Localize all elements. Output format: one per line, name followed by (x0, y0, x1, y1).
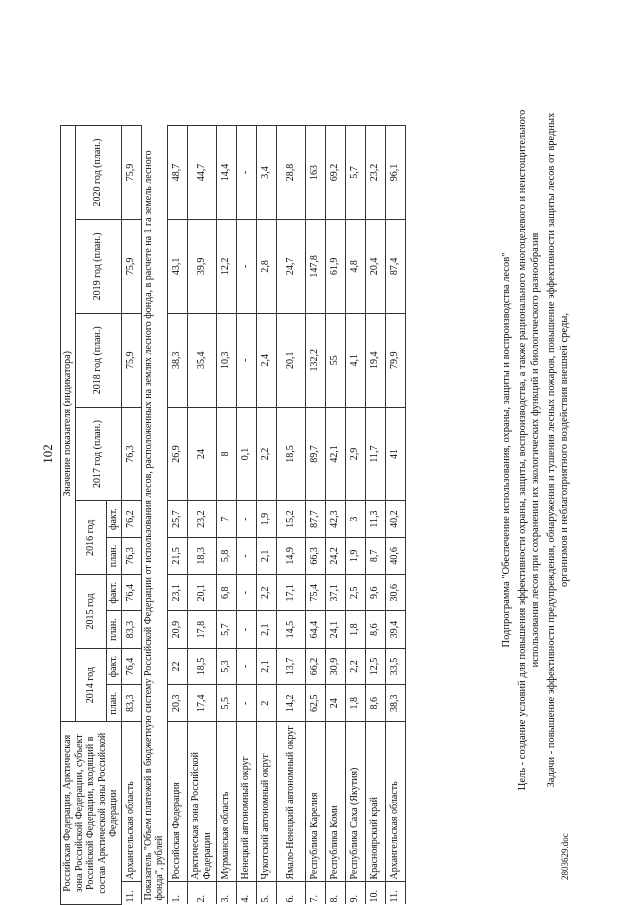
value-cell: 28,8 (276, 126, 305, 220)
value-cell: 23,1 (167, 575, 187, 611)
value-cell: 89,7 (305, 407, 325, 501)
fact-subheader: факт. (107, 648, 122, 684)
value-cell: 24,7 (276, 220, 305, 314)
value-cell: 79,9 (385, 313, 405, 407)
value-cell: - (236, 501, 256, 537)
row-number: 6. (276, 882, 305, 905)
row-number: 8. (325, 882, 345, 905)
fact-subheader: факт. (107, 501, 122, 537)
value-cell: 42,3 (325, 501, 345, 537)
value-cell: 163 (305, 126, 325, 220)
value-cell: 20,9 (167, 611, 187, 648)
region-name: Российская Федерация (167, 722, 187, 882)
value-cell: 19,4 (365, 313, 385, 407)
value-cell: - (236, 126, 256, 220)
row-number: 11. (121, 882, 141, 905)
value-cell: 14,2 (276, 685, 305, 722)
value-cell: 66,2 (305, 648, 325, 684)
indicator-table (60, 125, 406, 905)
value-cell: 69,2 (325, 126, 345, 220)
value-cell: 24,1 (325, 611, 345, 648)
value-cell: 5,7 (216, 611, 236, 648)
region-name: Республика Саха (Якутия) (345, 722, 365, 882)
row-number: 10. (365, 882, 385, 905)
value-cell: 83,3 (121, 685, 141, 722)
value-cell: 17,4 (187, 685, 216, 722)
value-cell: 2,1 (256, 648, 276, 684)
value-cell: 35,4 (187, 313, 216, 407)
value-cell: 18,5 (187, 648, 216, 684)
value-cell: 18,3 (187, 537, 216, 574)
value-cell: 4,1 (345, 313, 365, 407)
value-cell: 7 (216, 501, 236, 537)
region-name: Архангельская область (385, 722, 405, 882)
region-name: Республика Коми (325, 722, 345, 882)
value-cell: 2,1 (256, 537, 276, 574)
region-name: Ямало-Ненецкий автономный округ (276, 722, 305, 882)
value-cell: 96,1 (385, 126, 405, 220)
value-cell: 11,7 (365, 407, 385, 501)
value-cell: 83,3 (121, 611, 141, 648)
subprogram-title: Подпрограмма "Обеспечение использования, охраны, защиты и воспроизводства лесов" (501, 252, 512, 648)
value-cell: 40,2 (385, 501, 405, 537)
value-cell: 24 (187, 407, 216, 501)
value-cell: 1,8 (345, 685, 365, 722)
value-cell: 37,1 (325, 575, 345, 611)
year-2015-header: 2015 год (75, 575, 107, 649)
region-name: Архангельская область (121, 722, 141, 882)
row-number: 3. (216, 882, 236, 905)
value-cell: 61,9 (325, 220, 345, 314)
indicator-title: Показатель "Объем платежей в бюджетную систему Российской Федерации от использования лесов, расположенных на землях лесного фонда, в расчете на 1 га земель лесного фонда", рублей (141, 126, 167, 905)
table-row (325, 126, 345, 905)
value-cell: - (236, 611, 256, 648)
value-cell: 2,5 (345, 575, 365, 611)
value-cell: 8 (216, 407, 236, 501)
row-number: 1. (167, 882, 187, 905)
table-row (187, 126, 216, 905)
year-2016-header: 2016 год (75, 501, 107, 575)
region-name: Чукотский автономный округ (256, 722, 276, 882)
value-cell: 14,9 (276, 537, 305, 574)
value-cell: 55 (325, 313, 345, 407)
value-cell: 38,3 (167, 313, 187, 407)
value-cell: 75,9 (121, 126, 141, 220)
value-cell: 5,8 (216, 537, 236, 574)
table-row (276, 126, 305, 905)
value-cell: 17,1 (276, 575, 305, 611)
indicator-group-header: Значение показателя (индикатора) (61, 126, 76, 723)
value-cell: 38,3 (385, 685, 405, 722)
value-cell: 44,7 (187, 126, 216, 220)
value-cell: 132,2 (305, 313, 325, 407)
value-cell: 15,2 (276, 501, 305, 537)
plan-subheader: план. (107, 611, 122, 648)
subprogram-goal: Цель - создание условий для повышения эффективности охраны, защиты, воспроизводства, а также рационального многоцелевого и неистощительного использования лесов при сохранении их экологических функций и биологического разнообразия (517, 109, 542, 791)
region-name: Красноярский край (365, 722, 385, 882)
value-cell: - (236, 648, 256, 684)
table-row (256, 126, 276, 905)
row-number: 4. (236, 882, 256, 905)
value-cell: 2 (256, 685, 276, 722)
row-number: 11. (385, 882, 405, 905)
value-cell: 8,6 (365, 611, 385, 648)
value-cell: 5,5 (216, 685, 236, 722)
value-cell: 39,4 (385, 611, 405, 648)
year-2020-header: 2020 год (план.) (75, 126, 121, 220)
year-2018-header: 2018 год (план.) (75, 313, 121, 407)
table-row (121, 126, 141, 905)
value-cell: 21,5 (167, 537, 187, 574)
value-cell: 8,6 (365, 685, 385, 722)
value-cell: 87,4 (385, 220, 405, 314)
value-cell: 2,9 (345, 407, 365, 501)
year-2017-header: 2017 год (план.) (75, 407, 121, 501)
row-number: 2. (187, 882, 216, 905)
row-number: 7. (305, 882, 325, 905)
value-cell: 41 (385, 407, 405, 501)
value-cell: 23,2 (187, 501, 216, 537)
value-cell: 62,5 (305, 685, 325, 722)
value-cell: 13,7 (276, 648, 305, 684)
year-2014-header: 2014 год (75, 648, 107, 722)
value-cell: 24,2 (325, 537, 345, 574)
value-cell: 30,9 (325, 648, 345, 684)
value-cell: 2,2 (256, 407, 276, 501)
value-cell: 26,9 (167, 407, 187, 501)
value-cell: 11,3 (365, 501, 385, 537)
value-cell: 3,4 (256, 126, 276, 220)
value-cell: 12,5 (365, 648, 385, 684)
value-cell: 2,2 (345, 648, 365, 684)
table-row (305, 126, 325, 905)
value-cell: 1,9 (345, 537, 365, 574)
value-cell: - (236, 537, 256, 574)
value-cell: 76,4 (121, 575, 141, 611)
plan-subheader: план. (107, 537, 122, 574)
value-cell: 64,4 (305, 611, 325, 648)
value-cell: 147,8 (305, 220, 325, 314)
value-cell: 75,9 (121, 220, 141, 314)
value-cell: 48,7 (167, 126, 187, 220)
value-cell: 75,9 (121, 313, 141, 407)
document-code: 2803629.doc (560, 833, 570, 880)
value-cell: 2,1 (256, 611, 276, 648)
value-cell: 4,8 (345, 220, 365, 314)
region-name: Арктическая зона Российской Федерации (187, 722, 216, 882)
row-number: 5. (256, 882, 276, 905)
value-cell: 66,3 (305, 537, 325, 574)
value-cell: 87,7 (305, 501, 325, 537)
value-cell: 9,6 (365, 575, 385, 611)
value-cell: 43,1 (167, 220, 187, 314)
region-name: Республика Карелия (305, 722, 325, 882)
value-cell: 39,9 (187, 220, 216, 314)
subprogram-tasks: Задачи - повышение эффективности предупреждения, обнаружения и тушения лесных пожаров, повышение эффективности защиты лесов от вредных организмов и неблагоприятного воздействия внешней среды, (546, 112, 571, 788)
value-cell: 18,5 (276, 407, 305, 501)
value-cell: 42,1 (325, 407, 345, 501)
value-cell: 5,3 (216, 648, 236, 684)
table-row (236, 126, 256, 905)
value-cell: - (236, 220, 256, 314)
value-cell: 24 (325, 685, 345, 722)
value-cell: - (236, 685, 256, 722)
value-cell: 6,8 (216, 575, 236, 611)
value-cell: 76,3 (121, 537, 141, 574)
value-cell: 1,9 (256, 501, 276, 537)
value-cell: 20,3 (167, 685, 187, 722)
year-2019-header: 2019 год (план.) (75, 220, 121, 314)
value-cell: 76,2 (121, 501, 141, 537)
value-cell: 1,8 (345, 611, 365, 648)
value-cell: 12,2 (216, 220, 236, 314)
value-cell: 20,1 (187, 575, 216, 611)
value-cell: 20,4 (365, 220, 385, 314)
table-row (385, 126, 405, 905)
value-cell: 2,4 (256, 313, 276, 407)
value-cell: 5,7 (345, 126, 365, 220)
fact-subheader: факт. (107, 575, 122, 611)
table-row (365, 126, 385, 905)
value-cell: 22 (167, 648, 187, 684)
value-cell: 30,6 (385, 575, 405, 611)
value-cell: 76,4 (121, 648, 141, 684)
region-name: Мурманская область (216, 722, 236, 882)
value-cell: 14,5 (276, 611, 305, 648)
value-cell: - (236, 313, 256, 407)
page-number: 102 (40, 444, 55, 464)
plan-subheader: план. (107, 685, 122, 722)
value-cell: 8,7 (365, 537, 385, 574)
table-row (216, 126, 236, 905)
table-row (167, 126, 187, 905)
value-cell: 23,2 (365, 126, 385, 220)
value-cell: 3 (345, 501, 365, 537)
value-cell: 33,5 (385, 648, 405, 684)
value-cell: 75,4 (305, 575, 325, 611)
value-cell: 0,1 (236, 407, 256, 501)
value-cell: 25,7 (167, 501, 187, 537)
value-cell: 17,8 (187, 611, 216, 648)
region-name: Ненецкий автономный округ (236, 722, 256, 882)
value-cell: 2,2 (256, 575, 276, 611)
value-cell: 10,3 (216, 313, 236, 407)
indicator-title-row (141, 126, 167, 905)
value-cell: - (236, 575, 256, 611)
value-cell: 14,4 (216, 126, 236, 220)
value-cell: 2,8 (256, 220, 276, 314)
region-column-header: Российская Федерация, Арктическая зона Российской Федерации, субъект Российской Федерации, входящий в состав Арктической зоны Российской Федерации (61, 722, 122, 905)
value-cell: 76,3 (121, 407, 141, 501)
value-cell: 40,6 (385, 537, 405, 574)
row-number: 9. (345, 882, 365, 905)
value-cell: 20,1 (276, 313, 305, 407)
table-row (345, 126, 365, 905)
